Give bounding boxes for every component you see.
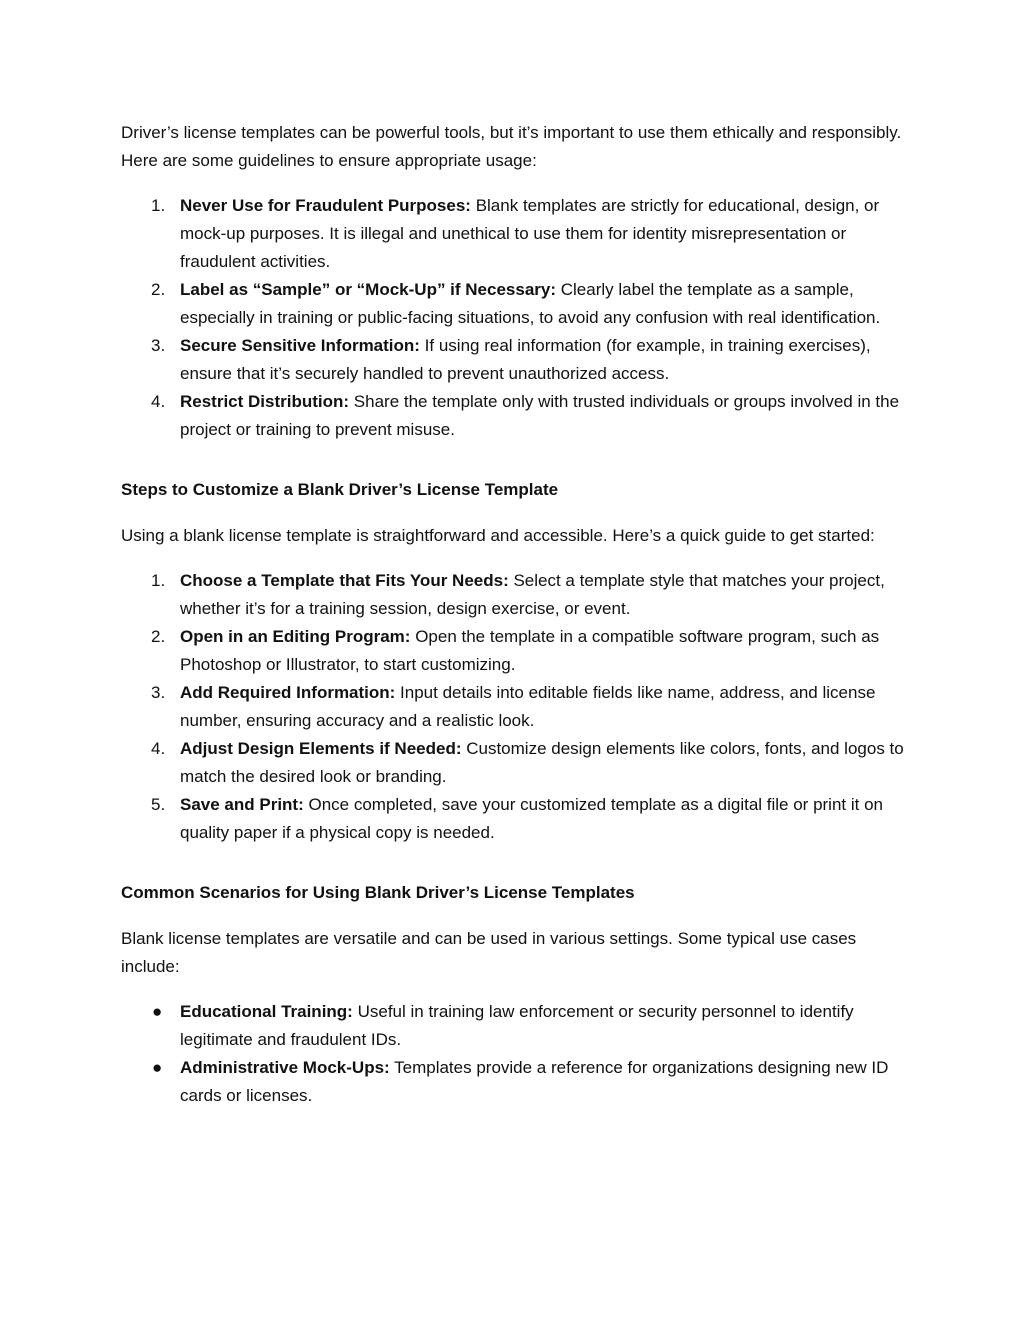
item-lead: Save and Print: [180, 795, 304, 814]
item-text: Blank templates are strictly for educational, design, or mock-up purposes. It is illegal and unethical to use them for identity misrepresentation or fraudulent activities. [180, 196, 880, 271]
item-text: Useful in training law enforcement or security personnel to identify legitimate and fraudulent IDs. [180, 1002, 854, 1049]
list-item [121, 388, 911, 444]
guidelines-list [121, 192, 911, 444]
item-lead: Add Required Information: [180, 683, 396, 702]
item-lead: Administrative Mock-Ups: [180, 1058, 390, 1077]
section-heading-steps: Steps to Customize a Blank Driver’s License Template [121, 480, 559, 499]
item-lead: Restrict Distribution: [180, 392, 350, 411]
item-text: If using real information (for example, in training exercises), ensure that it’s securely handled to prevent unauthorized access. [180, 336, 871, 383]
item-lead: Secure Sensitive Information: [180, 336, 420, 355]
list-item [121, 679, 911, 735]
scenarios-list [121, 998, 911, 1110]
item-text: Select a template style that matches your project, whether it’s for a training session, design exercise, or event. [180, 571, 885, 618]
item-text: Templates provide a reference for organizations designing new ID cards or licenses. [180, 1058, 889, 1105]
item-lead: Never Use for Fraudulent Purposes: [180, 196, 471, 215]
list-item [121, 192, 911, 276]
item-lead: Educational Training: [180, 1002, 353, 1021]
item-text: Clearly label the template as a sample, especially in training or public-facing situations, to avoid any confusion with real identification. [180, 280, 881, 327]
list-number: 4. [151, 739, 166, 758]
list-item [121, 567, 911, 623]
intro-paragraph: Driver’s license templates can be powerful tools, but it’s important to use them ethically and responsibly. Here are some guidelines to ensure appropriate usage: [121, 123, 902, 170]
section-heading-scenarios: Common Scenarios for Using Blank Driver’s License Templates [121, 883, 635, 902]
item-text: Input details into editable fields like name, address, and license number, ensuring accuracy and a realistic look. [180, 683, 876, 730]
item-lead: Adjust Design Elements if Needed: [180, 739, 462, 758]
list-number: 5. [151, 795, 166, 814]
list-number: 4. [151, 392, 166, 411]
list-number: 3. [151, 336, 166, 355]
list-number: 2. [151, 280, 166, 299]
item-lead: Open in an Editing Program: [180, 627, 411, 646]
item-text: Once completed, save your customized template as a digital file or print it on quality paper if a physical copy is needed. [180, 795, 883, 842]
item-text: Open the template in a compatible software program, such as Photoshop or Illustrator, to start customizing. [180, 627, 880, 674]
item-text: Share the template only with trusted individuals or groups involved in the project or training to prevent misuse. [180, 392, 900, 439]
list-item [121, 332, 911, 388]
item-lead: Choose a Template that Fits Your Needs: [180, 571, 509, 590]
list-number: 1. [151, 571, 166, 590]
steps-list [121, 567, 911, 847]
steps-intro-paragraph: Using a blank license template is straightforward and accessible. Here’s a quick guide to get started: [121, 526, 875, 545]
list-item [121, 998, 911, 1054]
list-number: 3. [151, 683, 166, 702]
list-item [121, 735, 911, 791]
list-number: 1. [151, 196, 166, 215]
list-item [121, 1054, 911, 1110]
item-lead: Label as “Sample” or “Mock-Up” if Necessary: [180, 280, 557, 299]
document-page [121, 119, 911, 1110]
item-text: Customize design elements like colors, fonts, and logos to match the desired look or branding. [180, 739, 904, 786]
bullet-icon: ● [152, 1058, 163, 1077]
list-item [121, 276, 911, 332]
scenarios-intro-paragraph: Blank license templates are versatile and can be used in various settings. Some typical use cases include: [121, 929, 857, 976]
list-item [121, 623, 911, 679]
list-item [121, 791, 911, 847]
list-number: 2. [151, 627, 166, 646]
bullet-icon: ● [152, 1002, 163, 1021]
